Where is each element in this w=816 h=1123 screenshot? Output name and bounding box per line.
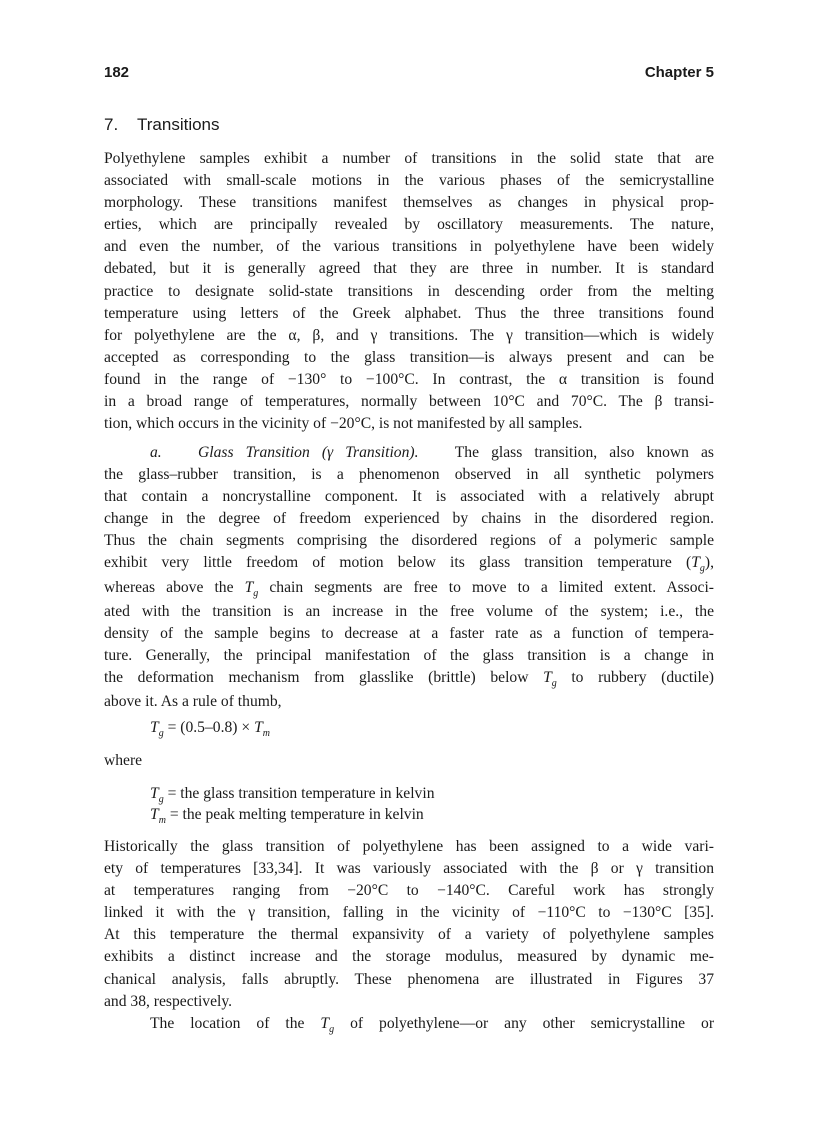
intro-line-11: found in the range of −130° to −100°C. In contrast, the α transition is found bbox=[104, 370, 714, 388]
history-paragraph bbox=[104, 836, 714, 1037]
intro-line-10: accepted as corresponding to the glass transition—is always present and can be bbox=[104, 348, 714, 366]
subsection-heading: Glass Transition (γ Transition). bbox=[197, 444, 419, 461]
glass-line-6: exhibit very little freedom of motion below its glass transition temperature $(T_g)$, bbox=[104, 554, 714, 575]
intro-line-2: associated with small-scale motions in the various phases of the semicrystalline bbox=[104, 172, 714, 190]
glass-line-7: whereas above the $T_g$ chain segments are free to move to a limited extent. Associ- bbox=[104, 578, 714, 599]
glass-line-4: change in the degree of freedom experienced by chains in the disordered region. bbox=[104, 510, 714, 528]
glass-line-1: a. Glass Transition (γ Transition). The glass transition, also known as bbox=[150, 444, 715, 461]
history-lines bbox=[104, 836, 714, 1013]
intro-line-13: tion, which occurs in the vicinity of −20°C, is not manifested by all samples. bbox=[104, 415, 583, 433]
glass-line-2: the glass–rubber transition, is a phenomenon observed in all synthetic polymers bbox=[104, 466, 714, 484]
intro-line-5: and even the number, of the various transitions in polyethylene have been widely bbox=[104, 238, 714, 256]
intro-line-8: temperature using letters of the Greek alphabet. Thus the three transitions found bbox=[104, 304, 714, 322]
intro-line-6: debated, but it is generally agreed that they are three in number. It is standard bbox=[104, 260, 714, 278]
glass-line-11: the deformation mechanism from glasslike (brittle) below $T_g$ to rubbery (ductile) bbox=[104, 668, 714, 689]
glass-line-8: ated with the transition is an increase in the free volume of the system; i.e., the bbox=[104, 602, 714, 620]
history-line-5: At this temperature the thermal expansivity of a variety of polyethylene samples bbox=[104, 926, 714, 944]
glass-transition-paragraph bbox=[104, 442, 714, 713]
intro-line-9: for polyethylene are the α, β, and γ transitions. The γ transition—which is widely bbox=[104, 326, 714, 344]
definition-tm: $T_m$ = the peak melting temperature in kelvin bbox=[150, 806, 424, 826]
glass-line-10: ture. Generally, the principal manifestation of the glass transition is a change in bbox=[104, 646, 714, 664]
history-line-6: exhibits a distinct increase and the storage modulus, measured by dynamic me- bbox=[104, 948, 714, 966]
definition-tg: $T_g$ = the glass transition temperature in kelvin bbox=[150, 785, 435, 805]
running-header bbox=[104, 64, 714, 84]
intro-line-4: erties, which are principally revealed by oscillatory measurements. The nature, bbox=[104, 216, 714, 234]
chapter-label: Chapter 5 bbox=[644, 64, 714, 81]
intro-line-3: morphology. These transitions manifest themselves as changes in physical prop- bbox=[104, 194, 714, 212]
intro-line-7: practice to designate solid-state transitions in descending order from the melting bbox=[104, 282, 714, 300]
where-label: where bbox=[104, 752, 143, 769]
last-line: The location of the $T_g$ of polyethylene—or any other semicrystalline or bbox=[150, 1014, 715, 1035]
glass-line-9: density of the sample begins to decrease at a faster rate as a function of tempera- bbox=[104, 624, 714, 642]
equation-tg: $T_g = (0.5-0.8) \times T_m$ bbox=[150, 719, 270, 739]
history-line-7: chanical analysis, falls abruptly. These phenomena are illustrated in Figures 37 bbox=[104, 970, 714, 988]
page-number: 182 bbox=[104, 64, 130, 81]
intro-line-12: in a broad range of temperatures, normally between 10°C and 70°C. The β transi- bbox=[104, 393, 714, 411]
history-line-4: linked it with the γ transition, falling in the vicinity of −110°C to −130°C [35]. bbox=[104, 904, 714, 922]
section-heading bbox=[104, 115, 220, 135]
intro-lines bbox=[104, 148, 714, 435]
section-number: 7. bbox=[104, 115, 119, 134]
glass-line-5: Thus the chain segments comprising the disordered regions of a polymeric sample bbox=[104, 532, 714, 550]
history-line-2: ety of temperatures [33,34]. It was variously associated with the β or γ transition bbox=[104, 860, 714, 878]
intro-line-1: Polyethylene samples exhibit a number of transitions in the solid state that are bbox=[104, 150, 714, 167]
subsection-label: a. bbox=[150, 444, 162, 461]
glass-line-3: that contain a noncrystalline component. It is associated with a relatively abrupt bbox=[104, 488, 714, 506]
history-line-1: Historically the glass transition of polyethylene has been assigned to a wide vari- bbox=[104, 838, 714, 855]
section-title: Transitions bbox=[137, 115, 220, 134]
history-line-3: at temperatures ranging from −20°C to −140°C. Careful work has strongly bbox=[104, 882, 714, 900]
intro-paragraph bbox=[104, 148, 714, 435]
glass-line-12: above it. As a rule of thumb, bbox=[104, 693, 282, 711]
equation-rhs: = (0.5–0.8) × bbox=[167, 719, 251, 736]
history-line-8: and 38, respectively. bbox=[104, 992, 233, 1010]
